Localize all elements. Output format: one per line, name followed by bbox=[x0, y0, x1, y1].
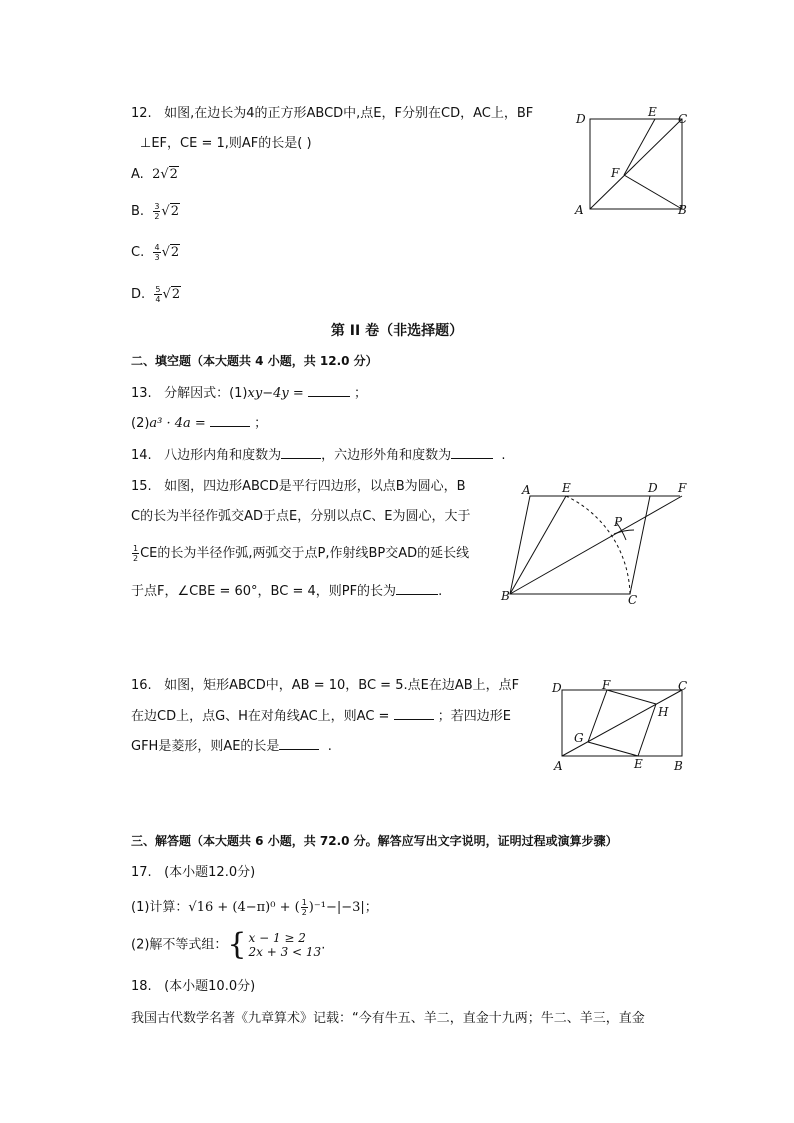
answer-blank[interactable] bbox=[394, 707, 434, 720]
fraction: $\frac{1}{2}$ bbox=[301, 898, 307, 917]
sqrt-symbol: √2 bbox=[162, 287, 181, 302]
fraction: $\frac{5}{4}$ bbox=[155, 285, 161, 304]
fraction: $\frac{1}{2}$ bbox=[133, 544, 139, 563]
q12-stem-line2: ⊥EF，CE = 1,则AF的长是( ) bbox=[140, 136, 312, 151]
q15-line4: 于点F，∠CBE = 60°，BC = 4，则PF的长为 . bbox=[131, 584, 443, 599]
section2-heading: 二、填空题（本大题共 4 小题，共 12.0 分） bbox=[131, 354, 378, 368]
sqrt-symbol: √2 bbox=[161, 204, 179, 219]
q16-line3: GFH是菱形，则AE的长是 . bbox=[131, 739, 332, 754]
q13-line1: 13. 分解因式：(1)xy−4y = ； bbox=[131, 386, 368, 401]
q15-figure bbox=[498, 478, 698, 608]
q18-text: 我国古代数学名著《九章算术》记载：“今有牛五、羊二，直金十九两；牛二、羊三，直金 bbox=[131, 1011, 645, 1026]
label-e: E bbox=[562, 481, 571, 495]
sqrt-symbol: √2 bbox=[161, 245, 180, 260]
answer-blank[interactable] bbox=[308, 384, 350, 397]
answer-blank[interactable] bbox=[210, 414, 250, 427]
inequality-system: x − 1 ≥ 2 2x + 3 < 13 bbox=[248, 931, 322, 959]
sqrt-symbol: √2 bbox=[160, 167, 178, 182]
ray-bf bbox=[510, 496, 682, 594]
section3-heading: 三、解答题（本大题共 6 小题，共 72.0 分。解答应写出文字说明，证明过程或演算步骤） bbox=[131, 834, 618, 848]
label-a: A bbox=[554, 759, 563, 773]
segment-ef bbox=[624, 119, 655, 175]
label-e: E bbox=[634, 757, 643, 771]
q16-line1: 16. 如图，矩形ABCD中，AB = 10，BC = 5.点E在边AB上，点F bbox=[131, 678, 520, 693]
label-g: G bbox=[574, 731, 584, 745]
q15-line1: 15. 如图，四边形ABCD是平行四边形，以点B为圆心，B bbox=[131, 479, 466, 494]
label-e: E bbox=[648, 105, 657, 119]
label-a: A bbox=[522, 483, 531, 497]
label-c: C bbox=[628, 593, 638, 607]
arc-p-small-2 bbox=[614, 530, 634, 534]
q12-number: 12. bbox=[131, 106, 152, 121]
answer-blank[interactable] bbox=[281, 446, 321, 459]
answer-blank[interactable] bbox=[451, 446, 493, 459]
q12-figure bbox=[570, 105, 700, 220]
fraction: $\frac{3}{2}$ bbox=[154, 202, 160, 221]
label-d: D bbox=[648, 481, 658, 495]
q14-line: 14. 八边形内角和度数为 ，六边形外角和度数为 . bbox=[131, 448, 506, 463]
q16-line2: 在边CD上，点G、H在对角线AC上，则AC = ；若四边形E bbox=[131, 709, 511, 724]
fraction: $\frac{4}{3}$ bbox=[154, 243, 160, 262]
label-a: A bbox=[575, 203, 584, 217]
label-f: F bbox=[678, 481, 687, 495]
q18-header: 18. (本小题10.0分) bbox=[131, 979, 256, 994]
label-b: B bbox=[501, 589, 510, 603]
label-f: F bbox=[611, 166, 620, 180]
segment-bf bbox=[624, 175, 682, 209]
label-c: C bbox=[678, 679, 688, 693]
q12-option-b[interactable]: B. $\frac{3}{2}$ √2 bbox=[131, 202, 179, 221]
q17-part1: (1)计算：√16 + (4−π)⁰ + ( $\frac{1}{2}$ )⁻¹−|−3|； bbox=[131, 898, 378, 917]
label-d: D bbox=[552, 681, 562, 695]
diagonal-ac bbox=[590, 119, 682, 209]
q13-line2: (2)a³ · 4a = ； bbox=[131, 416, 268, 431]
q12-line2 bbox=[140, 135, 312, 153]
segment-be bbox=[510, 496, 566, 594]
q16-figure bbox=[548, 678, 698, 774]
part2-title: 第 II 卷（非选择题） bbox=[330, 323, 464, 339]
q15-line2: C的长为半径作弧交AD于点E，分别以点C、E为圆心，大于 bbox=[131, 509, 471, 524]
q12-option-c[interactable]: C. $\frac{4}{3}$ √2 bbox=[131, 243, 180, 262]
q15-line3: $\frac{1}{2}$ CE的长为半径作弧,两弧交于点P,作射线BP交AD的延长线 bbox=[133, 544, 470, 563]
q12-option-d[interactable]: D. $\frac{5}{4}$ √2 bbox=[131, 285, 181, 304]
answer-blank[interactable] bbox=[279, 737, 319, 750]
q12-option-a[interactable]: A. 2√2 bbox=[131, 167, 178, 182]
label-c: C bbox=[678, 112, 688, 126]
q12-line1 bbox=[131, 105, 533, 123]
q12-stem-line1: 如图,在边长为4的正方形ABCD中,点E，F分别在CD，AC上，BF bbox=[164, 106, 534, 121]
label-h: H bbox=[658, 705, 669, 719]
q17-header: 17. (本小题12.0分) bbox=[131, 865, 256, 880]
arc-ec bbox=[566, 496, 630, 594]
q17-part2: (2)解不等式组：{ x − 1 ≥ 2 2x + 3 < 13 . bbox=[131, 927, 326, 962]
answer-blank[interactable] bbox=[396, 582, 438, 595]
label-b: B bbox=[678, 203, 687, 217]
label-p: P bbox=[614, 515, 623, 529]
diagonal-ac bbox=[562, 690, 682, 756]
label-f: F bbox=[602, 678, 611, 692]
left-brace-icon: { bbox=[227, 927, 247, 962]
label-d: D bbox=[576, 112, 586, 126]
label-b: B bbox=[674, 759, 683, 773]
